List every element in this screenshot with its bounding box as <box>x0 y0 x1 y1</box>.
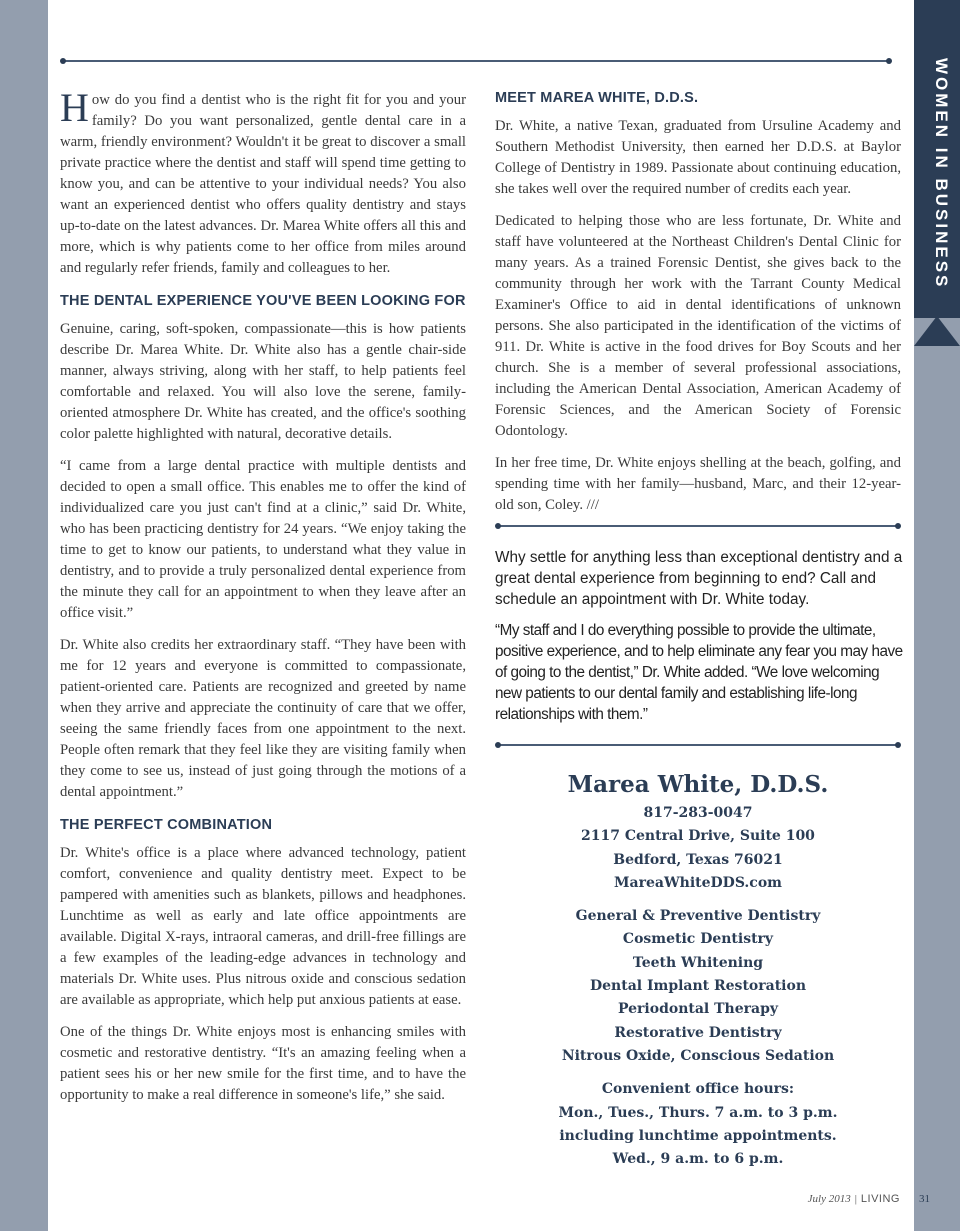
phone-number: 817-283-0047 <box>643 805 753 821</box>
left-column <box>60 85 466 1117</box>
footer-separator: | <box>854 1193 857 1205</box>
contact-block <box>495 770 901 1171</box>
service-item: General & Preventive Dentistry <box>575 908 821 925</box>
service-item: Periodontal Therapy <box>617 1001 778 1018</box>
heading-perfect-combination: THE PERFECT COMBINATION <box>60 817 273 833</box>
hours-heading: Convenient office hours: <box>601 1081 795 1098</box>
heading-dental-experience: THE DENTAL EXPERIENCE YOU'VE BEEN LOOKING FOR <box>60 293 466 309</box>
top-divider <box>62 60 890 62</box>
hours-line: including lunchtime appointments. <box>559 1127 837 1144</box>
paragraph: One of the things Dr. White enjoys most is enhancing smiles with cosmetic and restorative dentistry. “It's an amazing feeling when a patient sees his or her new smile for the first time, and to have the opportunity to make a real difference in someone's life,” she said. <box>60 1024 466 1103</box>
paragraph: Genuine, caring, soft-spoken, compassionate—this is how patients describe Dr. Marea White. Dr. White also has a gentle chair-side manner, always striving, along with her staff, to help patients feel comfortable and relaxed. You will also love the serene, family-oriented atmosphere Dr. White has created, and the office's soothing color palette highlighted with natural, decorative details. <box>60 321 466 442</box>
callout-quote: “My staff and I do everything possible to provide the ultimate, positive experience, and to help eliminate any fear you may have of going to the dentist,” Dr. White added. “We love welcoming new patients to our dental family and establishing life-long relationships with them.” <box>495 622 903 723</box>
service-item: Restorative Dentistry <box>614 1024 782 1041</box>
callout-text: Why settle for anything less than exceptional dentistry and a great dental experience from beginning to end? Call and schedule an appointment with Dr. White today. <box>495 549 903 608</box>
paragraph: Dr. White, a native Texan, graduated from Ursuline Academy and Southern Methodist University, then earned her D.D.S. at Baylor College of Dentistry in 1989. Passionate about continuing education, she takes well over the required number of credits each year. <box>495 118 901 197</box>
magazine-section: LIVING <box>860 1193 900 1205</box>
callout-divider-bottom <box>497 744 899 746</box>
right-column <box>495 90 901 527</box>
paragraph: In her free time, Dr. White enjoys shelling at the beach, golfing, and spending time with her family—husband, Marc, and their 12-year-old son, Coley. /// <box>495 455 901 513</box>
paragraph: Dedicated to helping those who are less fortunate, Dr. White and staff have volunteered at the Northeast Children's Dental Clinic for many years. As a trained Forensic Dentist, she gives back to the community through her work with the Tarrant County Medical Examiner's Office to aid in dental identifications of unknown persons. She also participated in the identification of the victims of 911. Dr. White is active in the food drives for Boy Scouts and her church. She is a member of several professional associations, including the American Dental Association, American Academy of Forensic Sciences, and the American Society of Forensic Odontology. <box>495 213 901 439</box>
address-line: 2117 Central Drive, Suite 100 <box>581 828 815 845</box>
practice-name: Marea White, D.D.S. <box>567 771 829 798</box>
heading-meet-marea-white: MEET MAREA WHITE, D.D.S. <box>495 90 699 106</box>
paragraph: Dr. White's office is a place where advanced technology, patient comfort, convenience and quality dentistry meet. Expect to be pampered with amenities such as blankets, pillows and headphones. Lunchtime as well as early and late office appointments are available. Digital X-rays, intraoral cameras, and drill-free fillings are a few examples of the leading-edge advances in technology and materials Dr. White uses. Plus nitrous oxide and conscious sedation are available as appropriate, which help put anxious patients at ease. <box>60 845 466 1008</box>
section-tab-arrow <box>914 316 960 346</box>
section-tab-label: WOMEN IN BUSINESS <box>932 58 951 290</box>
intro-paragraph: How do you find a dentist who is the right fit for you and your family? Do you want personalized, gentle dental care in a warm, friendly environment? Wouldn't it be great to discover a small private practice where the dentist and staff will spend time getting to know you, and can be attentive to your individual needs? You also want an experienced dentist who offers quality dentistry and stays up-to-date on the latest advances. Dr. Marea White offers all this and more, which is why patients come to her office from miles around and regularly refer friends, family and colleagues to her. <box>60 85 466 276</box>
callout-block <box>495 547 903 735</box>
page-footer <box>808 1193 900 1205</box>
service-item: Cosmetic Dentistry <box>622 931 774 948</box>
hours-line: Mon., Tues., Thurs. 7 a.m. to 3 p.m. <box>558 1104 838 1121</box>
address-line: Bedford, Texas 76021 <box>613 851 783 868</box>
service-item: Dental Implant Restoration <box>590 978 806 995</box>
page-number: 31 <box>919 1193 930 1205</box>
left-margin-strip <box>0 0 48 1231</box>
drop-cap: H <box>60 85 89 130</box>
hours-line: Wed., 9 a.m. to 6 p.m. <box>612 1151 784 1168</box>
section-tab <box>914 0 960 318</box>
issue-date: July 2013 <box>807 1193 851 1205</box>
paragraph: Dr. White also credits her extraordinary staff. “They have been with me for 12 years and everyone is committed to compassionate, patient-oriented care. Patients are recognized and greeted by name when they arrive and appreciate the continuity of care that we offer, seeing the same friendly faces from one appointment to the next. People often remark that they feel like they are visiting family when they come to see us, instead of just going through the motions of a dental appointment.” <box>60 637 466 800</box>
website-link[interactable]: MareaWhiteDDS.com <box>614 874 782 891</box>
service-item: Teeth Whitening <box>632 954 764 971</box>
callout-divider-top <box>497 525 899 527</box>
paragraph: “I came from a large dental practice with multiple dentists and decided to open a small office. This enables me to offer the kind of individualized care you just can't find at a clinic,” said Dr. White, who has been practicing dentistry for 24 years. “We enjoy taking the time to get to know our patients, to understand what they value in dentistry, and to provide a truly personalized dental experience from the minute they call for an appointment to when they leave after an office visit.” <box>60 458 466 621</box>
service-item: Nitrous Oxide, Conscious Sedation <box>561 1047 835 1064</box>
